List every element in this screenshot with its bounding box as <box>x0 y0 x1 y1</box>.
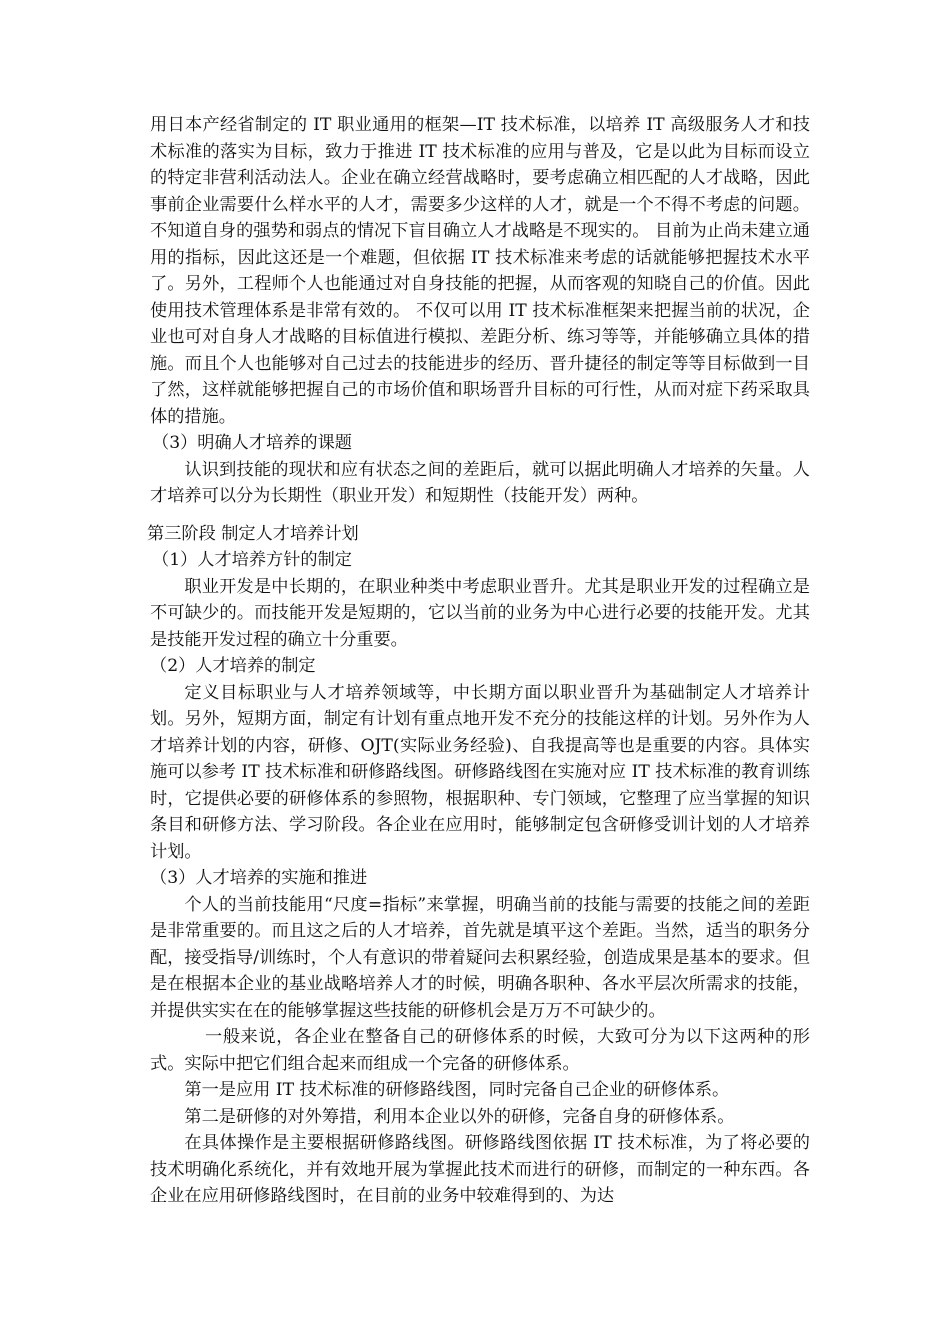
stage-3-item-2-heading: （2）人才培养的制定 <box>150 656 316 676</box>
stage-3-item-3-heading: （3）人才培养的实施和推进 <box>150 868 368 888</box>
section-3-paragraph: 认识到技能的现状和应有状态之间的差距后，就可以据此明确人才培养的矢量。人才培养可以分为长期性（职业开发）和短期性（技能开发）两种。 <box>150 459 810 506</box>
two-forms-paragraph: 一般来说，各企业在整备自己的研修体系的时候，大致可分为以下这两种的形式。实际中把它们组合起来而组成一个完备的研修体系。 <box>150 1027 810 1074</box>
intro-paragraph: 用日本产经省制定的 IT 职业通用的框架—IT 技术标准，以培养 IT 高级服务人才和技术标准的落实为目标，致力于推进 IT 技术标准的应用与普及，它是以此为目标而设立的特定非营利活动法人。企业在确立经营战略时，要考虑确立相匹配的人才战略，因此事前企业需要什么样水平的人才，需要多少这样的人才，就是一个不得不考虑的问题。不知道自身的强势和弱点的情况下盲目确立人才战略是不现实的。 目前为止尚未建立通用的指标，因此这还是一个难题，但依据 IT 技术标准来考虑的话就能够把握技术水平了。另外，工程师个人也能通过对自身技能的把握，从而客观的知晓自己的价值。因此使用技术管理体系是非常有效的。 不仅可以用 IT 技术标准框架来把握当前的状况，企业也可对自身人才战略的目标值进行模拟、差距分析、练习等等，并能够确立具体的措施。而且个人也能够对自己过去的技能进步的经历、晋升捷径的制定等等目标做到一目了然，这样就能够把握自己的市场价值和职场晋升目标的可行性，从而对症下药采取具体的措施。 <box>150 115 810 427</box>
stage-3-item-2-paragraph: 定义目标职业与人才培养领域等，中长期方面以职业晋升为基础制定人才培养计划。另外，短期方面，制定有计划有重点地开发不充分的技能这样的计划。另外作为人才培养计划的内容，研修、OJT(实际业务经验)、自我提高等也是重要的内容。具体实施可以参考 IT 技术标准和研修路线图。研修路线图在实施对应 IT 技术标准的教育训练时，它提供必要的研修体系的参照物，根据职种、专门领域，它整理了应当掌握的知识条目和研修方法、学习阶段。各企业在应用时，能够制定包含研修受训计划的人才培养计划。 <box>150 682 810 862</box>
section-3-heading: （3）明确人才培养的课题 <box>152 433 352 453</box>
first-form-paragraph: 第一是应用 IT 技术标准的研修路线图，同时完备自己企业的研修体系。 <box>184 1080 730 1100</box>
stage-3-item-3-paragraph: 个人的当前技能用“尺度=指标”来掌握，明确当前的技能与需要的技能之间的差距是非常重要的。而且这之后的人才培养，首先就是填平这个差距。当然，适当的职务分配，接受指导/训练时，个人有意识的带着疑问去积累经验，创造成果是基本的要求。但是在根据本企业的基业战略培养人才的时候，明确各职种、各水平层次所需求的技能，并提供实实在在的能够掌握这些技能的研修机会是万万不可缺少的。 <box>150 894 810 1021</box>
stage-3-item-1-heading: （1）人才培养方针的制定 <box>152 550 352 570</box>
second-form-paragraph: 第二是研修的对外筹措，利用本企业以外的研修，完备自身的研修体系。 <box>184 1106 735 1127</box>
document-body <box>147 112 810 1210</box>
stage-3-item-1-paragraph: 职业开发是中长期的，在职业种类中考虑职业晋升。尤其是职业开发的过程确立是不可缺少的。而技能开发是短期的，它以当前的业务为中心进行必要的技能开发。尤其是技能开发过程的确立十分重要。 <box>150 576 810 650</box>
operation-paragraph: 在具体操作是主要根据研修路线图。研修路线图依据 IT 技术标准，为了将必要的技术明确化系统化，并有效地开展为掌握此技术而进行的研修，而制定的一种东西。各企业在应用研修路线图时，在目前的业务中较难得到的、为达 <box>150 1133 810 1206</box>
stage-3-heading: 第三阶段 制定人才培养计划 <box>147 523 359 544</box>
